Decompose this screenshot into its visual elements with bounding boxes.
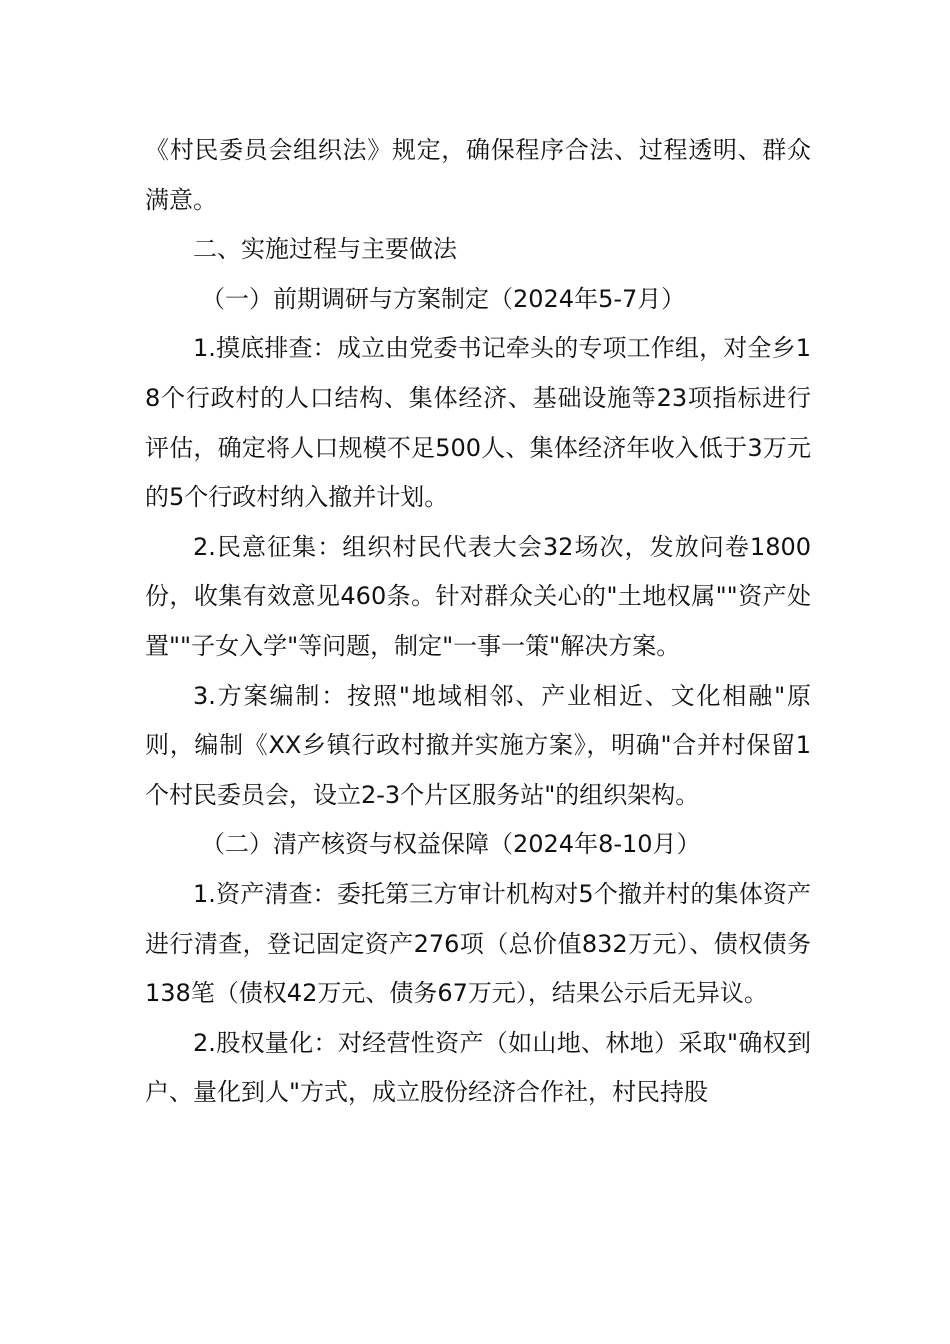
paragraph-item: 3.方案编制：按照"地域相邻、产业相近、文化相融"原则，编制《XX乡镇行政村撤并实施方案》，明确"合并村保留1个村民委员会，设立2-3个片区服务站"的组织架构。: [145, 681, 811, 809]
section-heading: 二、实施过程与主要做法: [193, 235, 457, 264]
paragraph-item: 1.摸底排查：成立由党委书记牵头的专项工作组，对全乡18个行政村的人口结构、集体经济、基础设施等23项指标进行评估，确定将人口规模不足500人、集体经济年收入低于3万元的5个行政村纳入撤并计划。: [145, 334, 811, 512]
subsection-heading: （二）清产核资与权益保障（2024年8-10月）: [201, 830, 701, 859]
paragraph-item: 2.股权量化：对经营性资产（如山地、林地）采取"确权到户、量化到人"方式，成立股份经济合作社，村民持股: [145, 1028, 811, 1107]
paragraph-item: 2.民意征集：组织村民代表大会32场次，发放问卷1800份，收集有效意见460条。针对群众关心的"土地权属""资产处置""子女入学"等问题，制定"一事一策"解决方案。: [145, 532, 811, 660]
paragraph-continuation: 《村民委员会组织法》规定，确保程序合法、过程透明、群众满意。: [145, 136, 811, 214]
subsection-heading: （一）前期调研与方案制定（2024年5-7月）: [201, 284, 686, 313]
document-body: [145, 126, 811, 1118]
paragraph-item: 1.资产清查：委托第三方审计机构对5个撤并村的集体资产进行清查，登记固定资产276项（总价值832万元）、债权债务138笔（债权42万元、债务67万元），结果公示后无异议。: [145, 879, 811, 1008]
